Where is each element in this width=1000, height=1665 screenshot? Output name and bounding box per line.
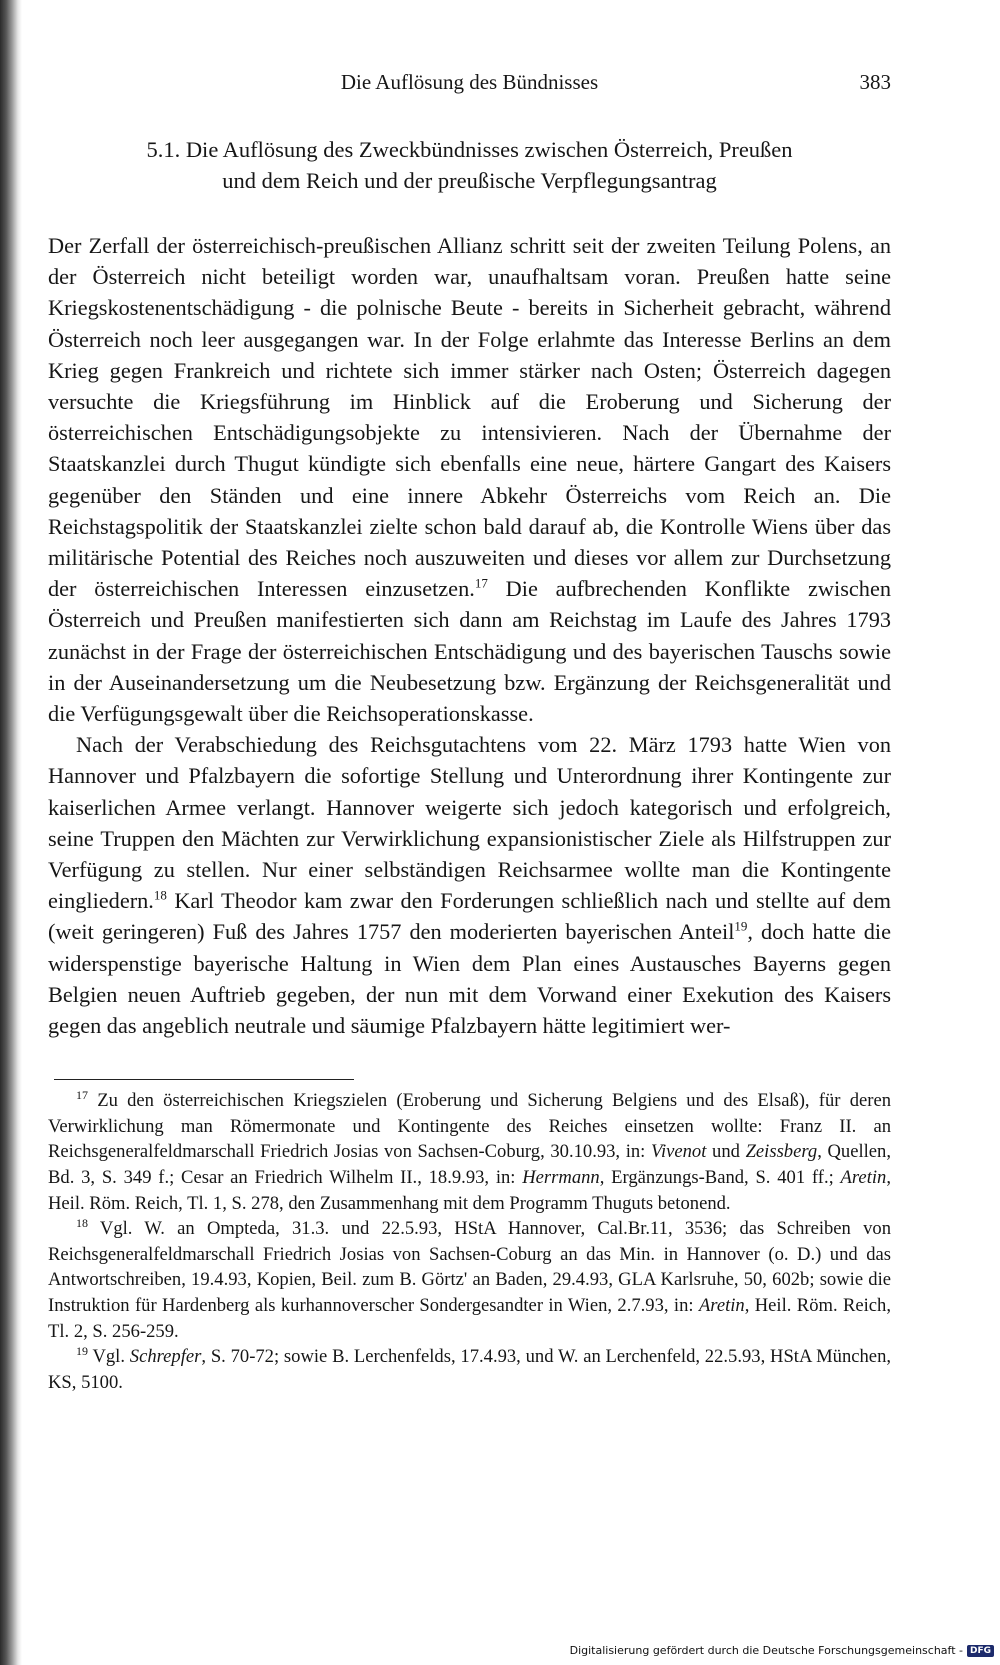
body-text [48, 230, 891, 1041]
footnote-19-number: 19 [76, 1344, 88, 1359]
footnote-17-text: , Heil. Röm. Reich, Tl. 1, S. 278, den Zusammenhang mit dem Programm Thuguts betonend. [48, 1167, 891, 1214]
footnote-divider [54, 1079, 354, 1080]
paragraph-1-text-b: Die aufbrechenden Konflikte zwischen Österreich und Preußen manifestierten sich dann am Reichstag im Laufe des Jahres 1793 zunächst in der Frage der österreichischen Entschädigung und des bayerischen Tauschs sowie in der Auseinandersetzung um die Neubesetzung bzw. Ergänzung der Reichsgeneralität und die Verfügungsgewalt über die Reichsoperationskasse. [48, 576, 891, 727]
page-number: 383 [859, 70, 891, 94]
footnote-18-text: , Heil. Röm. Reich, Tl. 2, S. 256-259. [48, 1295, 891, 1342]
section-heading-line-2: und dem Reich und der preußische Verpflegungsantrag [222, 168, 717, 193]
footnote-ref-19: 19 [734, 919, 748, 935]
footnote-18-author-aretin: Aretin [698, 1295, 745, 1317]
paragraph-2-text-c: , doch hatte die widerspenstige bayerische Haltung in Wien dem Plan eines Austausches Bayerns gegen Belgien neuen Auftrieb gegeben, der nun mit dem Vorwand einer Exekution des Kaisers gegen das angeblich neutrale und säumige Pfalzbayern hätte legitimiert wer- [48, 919, 891, 1039]
footnote-17 [48, 1088, 891, 1216]
running-title: Die Auflösung des Bündnisses [340, 70, 599, 94]
scan-binding-edge [0, 0, 22, 1665]
footnote-18-text: Vgl. W. an Ompteda, 31.3. und 22.5.93, HStA Hannover, Cal.Br.11, 3536; das Schreiben von Reichsgeneralfeldmarschall Friedrich Josias von Sachsen-Coburg an das Min. in Hannover (o. D.) und das Antwortschreiben, 19.4.93, Kopien, Beil. zum B. Görtz' an Baden, 29.4.93, GLA Karlsruhe, 50, 602b; sowie die Instruktion für Hardenberg als kurhannoverscher Sondergesandter in Wien, 2.7.93, in: [48, 1218, 891, 1317]
footnote-17-author-aretin: Aretin [840, 1167, 887, 1189]
footnote-17-author-herrmann: Herrmann [522, 1167, 600, 1189]
footnote-17-text: , Ergänzungs-Band, S. 401 ff.; [599, 1167, 841, 1189]
footnote-19-text: Vgl. [88, 1346, 130, 1368]
footnote-ref-17: 17 [474, 575, 488, 591]
paragraph-2 [48, 729, 891, 1041]
footnote-19-author-schrepfer: Schrepfer [129, 1346, 202, 1368]
footnote-17-text: und [706, 1141, 746, 1163]
paragraph-1-text-a: Der Zerfall der österreichisch-preußischen Allianz schritt seit der zweiten Teilung Polens, an der Österreich nicht beteiligt worden war, unaufhaltsam voran. Preußen hatte seine Kriegskostenentschädigung - die polnische Beute - bereits in Sicherheit gebracht, während Österreich noch leer ausgegangen war. In der Folge erlahmte das Interesse Berlins an dem Krieg gegen Frankreich und richtete sich immer stärker nach Osten; Österreich dagegen versuchte die Kriegsführung im Hinblick auf die Eroberung und Sicherung der österreichischen Entschädigungsobjekte zu intensivieren. Nach der Übernahme der Staatskanzlei durch Thugut kündigte sich ebenfalls eine neue, härtere Gangart des Kaisers gegenüber den Ständen und eine innere Abkehr Österreichs vom Reich an. Die Reichstagspolitik der Staatskanzlei zielte schon bald darauf ab, die Kontrolle Wiens über das militärische Potential des Reiches noch auszuweiten und dieses vor allem zur Durchsetzung der österreichischen Interessen einzusetzen. [48, 233, 891, 602]
paragraph-2-text-b: Karl Theodor kam zwar den Forderungen schließlich nach und stellte auf dem (weit geringeren) Fuß des Jahres 1757 den moderierten bayerischen Anteil [48, 888, 891, 945]
paragraph-2-text-a: Nach der Verabschiedung des Reichsgutachtens vom 22. März 1793 hatte Wien von Hannover und Pfalzbayern die sofortige Stellung und Unterordnung ihrer Kontingente zur kaiserlichen Armee verlangt. Hannover weigerte sich jedoch kategorisch und erfolgreich, seine Truppen den Mächten zur Verwirklichung expansionistischer Ziele als Hilfstruppen zur Verfügung zu stellen. Nur einer selbständigen Reichsarmee wollte man die Kontingente eingliedern. [48, 732, 891, 914]
footnote-17-number: 17 [76, 1088, 88, 1103]
running-head [48, 58, 891, 106]
digitization-credit-text: Digitalisierung gefördert durch die Deutsche Forschungsgemeinschaft - [569, 1644, 963, 1657]
footnotes [48, 1088, 891, 1395]
section-heading [48, 134, 891, 196]
footnote-17-text: Zu den österreichischen Kriegszielen (Eroberung und Sicherung Belgiens und des Elsaß), für deren Verwirklichung man Römermonate und Kontingente des Reiches einsetzen wollte: Franz II. an Reichsgeneralfeldmarschall Friedrich Josias von Sachsen-Coburg, 30.10.93, in: [48, 1090, 891, 1163]
footnote-17-author-zeissberg: Zeissberg [745, 1141, 818, 1163]
footnote-ref-18: 18 [153, 887, 167, 903]
digitization-credit [570, 1644, 994, 1657]
section-heading-line-1: 5.1. Die Auflösung des Zweckbündnisses zwischen Österreich, Preußen [146, 137, 793, 162]
footnote-17-text: , Quellen, Bd. 3, S. 349 f.; Cesar an Friedrich Wilhelm II., 18.9.93, in: [48, 1141, 891, 1189]
book-page [48, 58, 891, 1395]
paragraph-1 [48, 230, 891, 729]
footnote-18 [48, 1216, 891, 1344]
footnote-18-number: 18 [76, 1216, 88, 1231]
dfg-logo-icon: DFG [967, 1645, 994, 1657]
footnote-19 [48, 1344, 891, 1395]
footnote-19-text: , S. 70-72; sowie B. Lerchenfelds, 17.4.93, und W. an Lerchenfeld, 22.5.93, HStA München, KS, 5100. [48, 1346, 892, 1393]
footnote-17-author-vivenot: Vivenot [650, 1141, 707, 1163]
